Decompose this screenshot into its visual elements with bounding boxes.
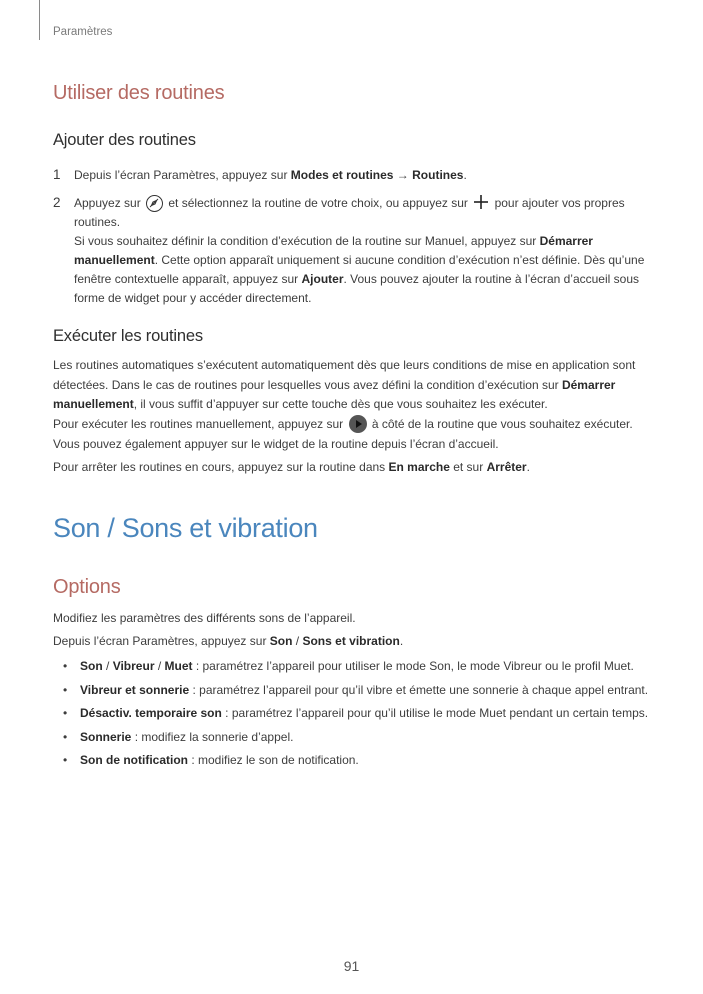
bullet-bold: Vibreur [112,659,155,673]
bullet-sep: / [102,659,113,673]
bullet-text: : paramétrez l’appareil pour utiliser le mode Son, le mode Vibreur ou le profil Muet. [192,659,634,673]
run-paragraph-1 [53,356,653,415]
options-intro-2 [53,632,653,652]
step-2-text-3: pour ajouter vos propres routines. [74,196,625,229]
step-2-detail-bold-2: Ajouter [301,272,344,286]
bullet-bold: Son de notification [80,753,188,767]
run-p2-text: Pour exécuter les routines manuellement, appuyez sur [53,417,347,431]
step-2-detail-bold-1: Démarrer manuellement [74,234,593,267]
run-p1-bold: Démarrer manuellement [53,377,616,411]
run-paragraph-3 [53,458,653,478]
bullet-dot: • [63,682,68,697]
bullet-sep: / [154,659,165,673]
step-1-bold-1: Modes et routines [290,168,394,182]
run-p3-bold-2: Arrêter [486,460,527,474]
list-item [53,681,653,700]
step-2-detail-2: . Cette option apparaît uniquement si aucune condition d’exécution n’est définie. Dès qu’une fenêtre contextuelle apparaît, appuyez sur [74,253,645,286]
step-2-text-2: et sélectionnez la routine de votre choix, ou appuyez sur [165,196,472,210]
step-2 [53,194,653,308]
bullet-dot: • [63,659,68,673]
step-1-number: 1 [53,167,61,182]
run-p3-post: . [526,460,530,474]
intro2-bold-2: Sons et vibration [302,634,400,648]
bullet-text: : paramétrez l’appareil pour qu’il utilise le mode Muet pendant un certain temps. [221,706,649,720]
chapter-title: Son / Sons et vibration [53,513,318,543]
list-item [53,704,653,723]
intro2-post: . [399,634,404,648]
bullet-bold: Désactiv. temporaire son [80,706,222,720]
bullet-text: : modifiez la sonnerie d’appel. [131,729,294,744]
step-1-post: . [463,168,467,182]
run-p3-bold-1: En marche [388,460,450,474]
intro2-text: Depuis l’écran Paramètres, appuyez sur [53,634,270,648]
options-title: Options [53,576,121,598]
bullet-text: : modifiez le son de notification. [188,753,359,767]
run-p3-text: Pour arrêter les routines en cours, appuyez sur la routine dans [53,460,389,474]
step-2-text-1: Appuyez sur [74,196,145,210]
run-p3-mid: et sur [449,460,487,474]
list-item [53,657,653,676]
bullet-dot: • [63,753,68,767]
step-2-detail-3: . Vous pouvez ajouter la routine à l’écran d’accueil sous forme de widget pour y accéder directement. [74,272,639,305]
step-1-arrow: → [393,168,413,182]
list-item [53,751,653,770]
run-paragraph-2 [53,415,653,454]
header-section-label: Paramètres [53,26,113,38]
compass-icon [146,195,163,212]
list-item [53,728,653,747]
play-icon [349,415,367,433]
header-rule [39,0,40,40]
routines-title: Utiliser des routines [53,82,225,104]
step-2-number: 2 [53,195,61,210]
page-number: 91 [343,958,360,974]
bullet-bold: Muet [164,659,193,673]
intro2-bold-1: Son [269,634,293,648]
run-p1-post: , il vous suffit d’appuyer sur cette touche dès que vous souhaitez les exécuter. [133,397,548,411]
bullet-bold: Sonnerie [80,729,132,744]
run-routines-title: Exécuter les routines [53,327,203,345]
bullet-bold: Vibreur et sonnerie [80,682,190,697]
run-p1-text: Les routines automatiques s’exécutent automatiquement dès que leurs conditions de mise en application sont détectées. Dans le cas de routines pour lesquelles vous avez défini la condition d’exécution sur [53,358,636,392]
bullet-dot: • [63,729,68,744]
plus-icon [473,194,489,210]
step-1-bold-2: Routines [412,168,464,182]
options-intro-1: Modifiez les paramètres des différents sons de l’appareil. [53,611,356,625]
bullet-bold: Son [80,659,103,673]
step-2-detail-1: Si vous souhaitez définir la condition d’exécution de la routine sur Manuel, appuyez sur [74,234,540,248]
step-1 [53,166,653,185]
options-list [53,657,653,775]
intro2-sep: / [292,634,303,648]
step-1-text: Depuis l’écran Paramètres, appuyez sur [74,168,291,182]
run-p2-post: à côté de la routine que vous souhaitez exécuter. Vous pouvez également appuyer sur le widget de la routine depuis l’écran d’accueil. [53,417,633,451]
bullet-dot: • [63,706,68,720]
bullet-text: : paramétrez l’appareil pour qu’il vibre et émette une sonnerie à chaque appel entrant. [189,682,649,697]
add-routines-title: Ajouter des routines [53,131,196,149]
